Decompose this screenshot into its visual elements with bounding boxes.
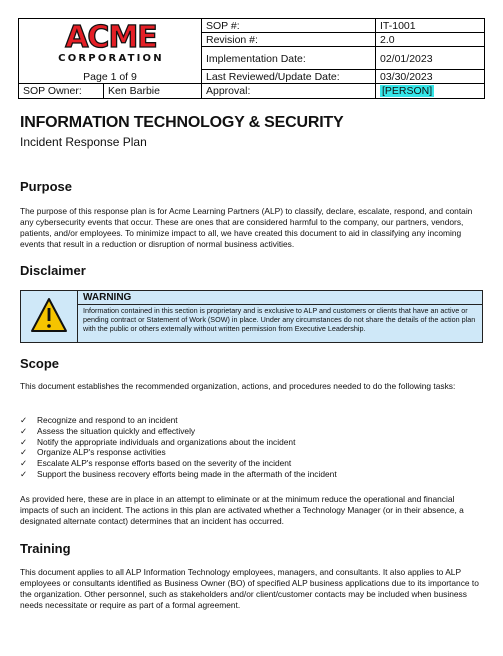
page-counter: Page 1 of 9 <box>19 70 202 84</box>
checkmark-icon: ✓ <box>20 468 28 479</box>
scope-task-text: Recognize and respond to an incident <box>37 415 178 425</box>
scope-outro: As provided here, these are in place in an attempt to eliminate or at the minimum reduce the operational and financial impacts of such an incident. The actions in this plan are activated whether a Technology Manager (or in their absence, a designated alternate contact) determines that an incident has occurred. <box>20 494 464 526</box>
scope-task-item <box>20 469 337 480</box>
sop-owner-label: SOP Owner: <box>19 84 104 98</box>
sop-number-label: SOP #: <box>202 19 376 33</box>
svg-text:ACME: ACME <box>65 23 157 51</box>
disclaimer-heading: Disclaimer <box>20 263 86 278</box>
checkmark-icon: ✓ <box>20 415 28 425</box>
sop-header-table <box>18 18 485 99</box>
scope-task-item <box>20 447 337 458</box>
checkmark-icon: ✓ <box>20 447 28 458</box>
acme-logo-mark <box>55 23 167 51</box>
scope-task-item <box>20 458 337 469</box>
scope-task-item <box>20 426 337 437</box>
scope-intro: This document establishes the recommended organization, actions, and procedures needed to do the following tasks: <box>20 381 456 391</box>
warning-box <box>20 290 483 343</box>
approval-value-cell <box>376 84 484 98</box>
company-logo <box>19 19 202 70</box>
logo-subtext: CORPORATION <box>58 53 164 64</box>
implementation-date-value: 02/01/2023 <box>376 47 484 70</box>
approval-label: Approval: <box>202 84 376 98</box>
scope-task-item <box>20 437 337 448</box>
warning-title: WARNING <box>83 292 132 303</box>
revision-label: Revision #: <box>202 33 376 47</box>
approval-value: [PERSON] <box>382 85 433 97</box>
checkmark-icon: ✓ <box>20 436 28 447</box>
purpose-heading: Purpose <box>20 179 73 194</box>
document-title: INFORMATION TECHNOLOGY & SECURITY <box>20 114 344 131</box>
scope-task-text: Support the business recovery efforts being made in the aftermath of the incident <box>37 468 337 479</box>
sop-number-value: IT-1001 <box>376 19 484 33</box>
purpose-text: The purpose of this response plan is for Acme Learning Partners (ALP) to classify, declare, escalate, respond, and contain any cybersecurity events that occur. These are ones that are considered harmful to the company, our partners, vendors, patients, and/or employees. To minimize impact to all, we have created this document to aid in classifying any incoming events that result in a reduction or disruption of normal business activities. <box>20 206 473 249</box>
last-reviewed-value: 03/30/2023 <box>376 70 484 84</box>
checkmark-icon: ✓ <box>20 458 28 469</box>
revision-value: 2.0 <box>376 33 484 47</box>
document-subtitle: Incident Response Plan <box>20 135 147 149</box>
scope-task-text: Organize ALP's response activities <box>37 447 166 458</box>
warning-text: Information contained in this section is proprietary and is exclusive to ALP and customers or clients that have an active or pending contract or Statement of Work (SOW) in place. Under any circumstances do not share the details of the action plan with the public or others externally without written permission from Executive Leadership. <box>83 306 476 333</box>
scope-task-text: Notify the appropriate individuals and organizations about the incident <box>37 436 296 447</box>
scope-task-text: Escalate ALP's response efforts based on the severity of the incident <box>37 458 292 469</box>
scope-task-text: Assess the situation quickly and effectively <box>37 425 196 436</box>
warning-triangle-icon <box>21 291 77 342</box>
checkmark-icon: ✓ <box>20 425 28 436</box>
warning-divider <box>77 304 482 305</box>
scope-task-list <box>20 415 337 480</box>
training-text: This document applies to all ALP Information Technology employees, managers, and consultants. It also applies to ALP employees or consultants identified as Business Owner (BO) of specified ALP business applications due to its importance to the organization. Other personnel, such as stakeholders and/or client/customer contacts may be included when business needs necessitate or require as part of a formal agreement. <box>20 567 479 610</box>
scope-heading: Scope <box>20 356 60 371</box>
training-heading: Training <box>20 541 71 556</box>
last-reviewed-label: Last Reviewed/Update Date: <box>202 70 376 84</box>
implementation-date-label: Implementation Date: <box>202 47 376 70</box>
scope-task-item <box>20 415 337 426</box>
sop-owner-value: Ken Barbie <box>104 84 202 98</box>
warning-icon-cell <box>21 291 78 342</box>
